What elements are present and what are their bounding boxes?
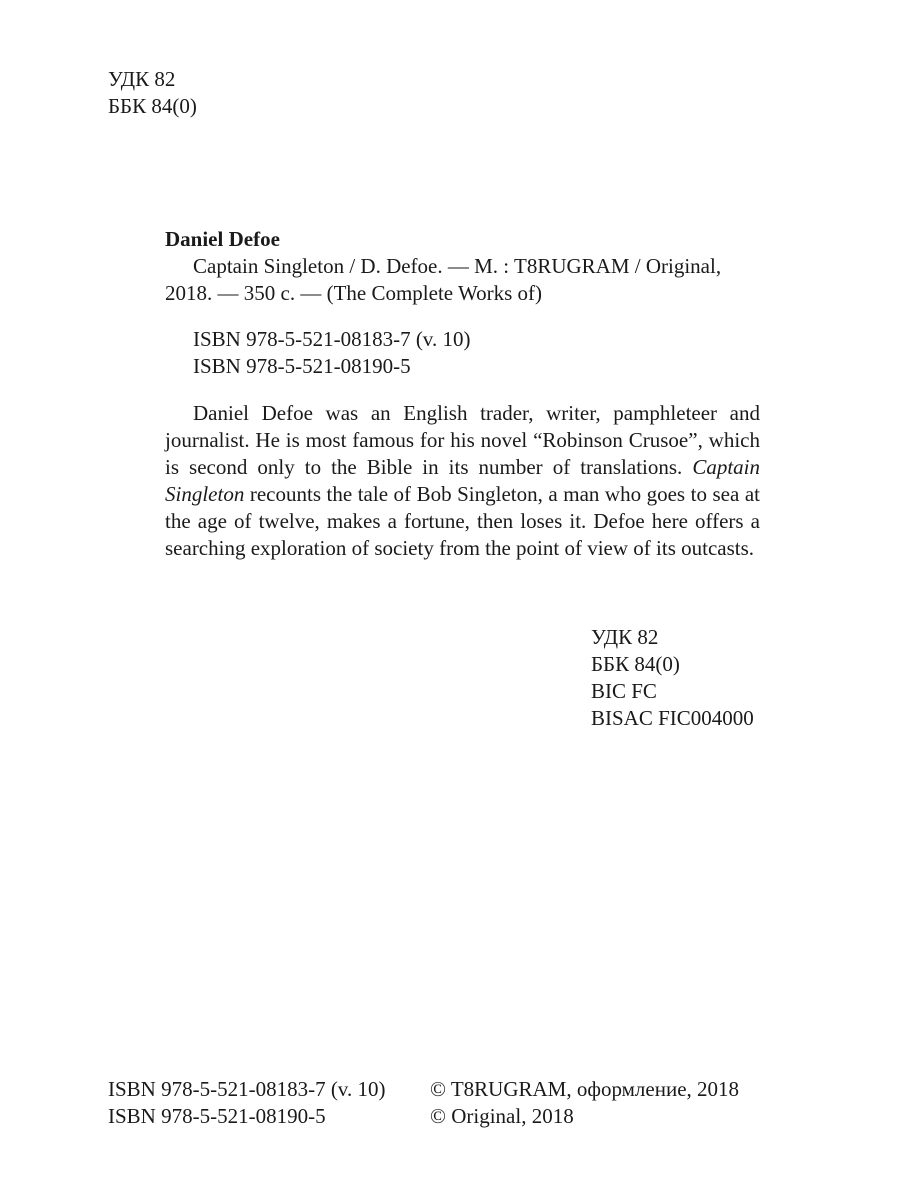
bottom-isbn-block	[108, 1076, 385, 1130]
abstract-text-2: recounts the tale of Bob Singleton, a man who goes to sea at the age of twelve, makes a fortune, then loses it. Defoe here offers a searching exploration of society from the point of view of its outcasts.	[165, 482, 760, 560]
bbk-code: ББК 84(0)	[108, 94, 197, 118]
abstract	[165, 400, 760, 562]
isbn-series: ISBN 978-5-521-08190-5	[193, 354, 411, 378]
bottom-isbn-series: ISBN 978-5-521-08190-5	[108, 1104, 326, 1128]
bibliographic-line-2: 2018. — 350 с. — (The Complete Works of)	[165, 281, 543, 305]
author-name: Daniel Defoe	[165, 227, 280, 251]
isbn-list	[165, 326, 760, 380]
copyright-block	[430, 1076, 739, 1130]
copyright-publisher: © T8RUGRAM, оформление, 2018	[430, 1077, 740, 1101]
bisac-code: BISAC FIC004000	[591, 706, 754, 730]
isbn-volume: ISBN 978-5-521-08183-7 (v. 10)	[193, 327, 471, 351]
bbk-code-right: ББК 84(0)	[591, 652, 680, 676]
abstract-text-1: Daniel Defoe was an English trader, writer, pamphleteer and journalist. He is most famous for his novel “Robinson Crusoe”, which is second only to the Bible in its number of translations.	[165, 401, 760, 479]
bibliographic-line-1: Captain Singleton / D. Defoe. — M. : T8RUGRAM / Original,	[193, 254, 722, 278]
bottom-isbn-volume: ISBN 978-5-521-08183-7 (v. 10)	[108, 1077, 386, 1101]
bic-code: BIC FC	[591, 679, 657, 703]
udk-code: УДК 82	[108, 67, 176, 91]
copyright-original: © Original, 2018	[430, 1104, 574, 1128]
abstract-book-title: Captain Singleton	[165, 455, 760, 506]
top-classification	[108, 66, 197, 120]
udk-code-right: УДК 82	[591, 625, 659, 649]
right-classification	[591, 624, 754, 732]
bibliographic-record	[165, 226, 760, 562]
abstract-paragraph	[165, 400, 760, 562]
